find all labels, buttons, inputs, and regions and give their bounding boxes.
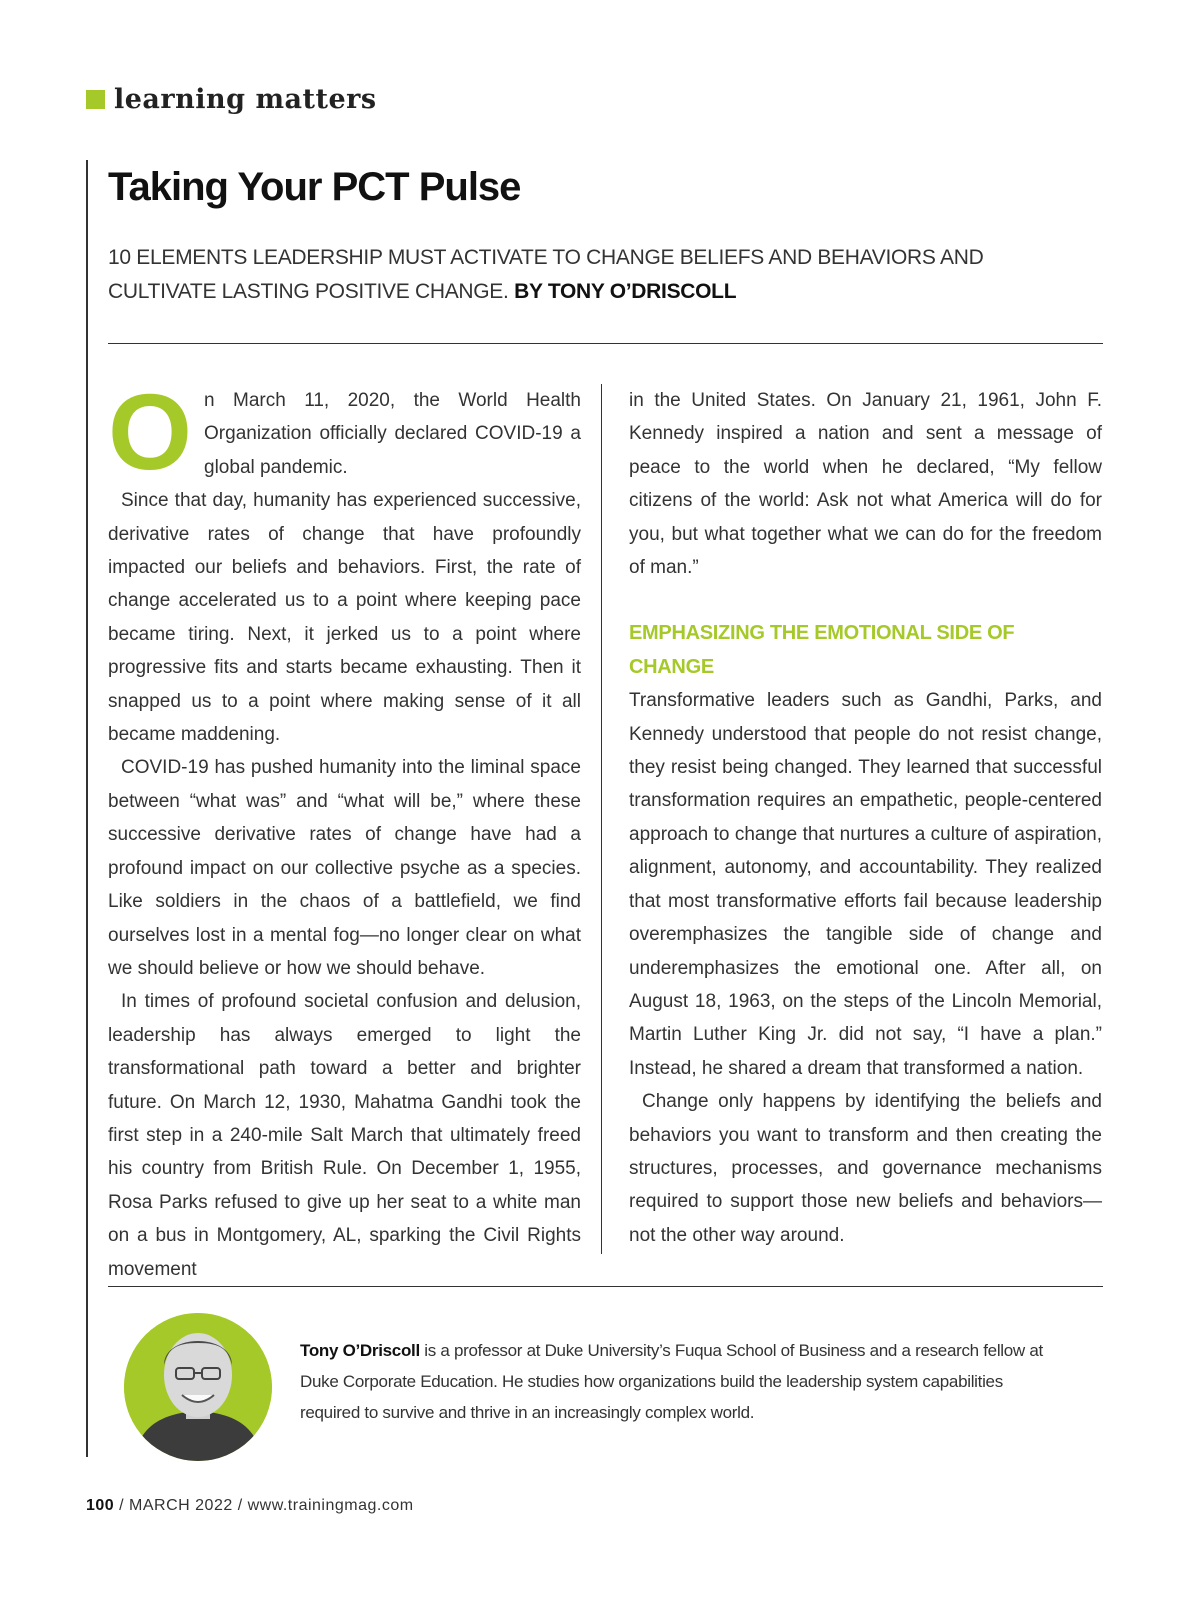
paragraph-1 xyxy=(108,371,581,492)
header-divider xyxy=(108,343,1103,344)
column-divider xyxy=(601,384,602,1254)
article-column-left xyxy=(108,371,581,1286)
footer-issue: / MARCH 2022 / www.trainingmag.com xyxy=(114,1497,414,1514)
author-portrait-icon xyxy=(124,1313,272,1461)
paragraph-3: COVID-19 has pushed humanity into the liminal space between “what was” and “what will be,” where these successive derivative rates of change have had a profound impact on our collective psyche as a species. Like soldiers in the chaos of a battlefield, we find ourselves lost in a mental fog—no longer clear on what we should believe or how we should behave. xyxy=(108,757,581,979)
paragraph-1-text: n March 11, 2020, the World Health Organization officially declared COVID-19 a global pandemic. xyxy=(204,390,581,478)
author-name: Tony O’Driscoll xyxy=(300,1341,420,1360)
deck-text: 10 ELEMENTS LEADERSHIP MUST ACTIVATE TO CHANGE BELIEFS AND BEHAVIORS AND CULTIVATE LASTING POSITIVE CHANGE. xyxy=(108,246,984,303)
author-avatar xyxy=(124,1313,272,1461)
article-deck xyxy=(108,241,1068,309)
paragraph-2: Since that day, humanity has experienced successive, derivative rates of change that have profoundly impacted our beliefs and behaviors. First, the rate of change accelerated us to a point where keeping pace became tiring. Next, it jerked us to a point where progressive fits and starts became exhausting. Then it snapped us to a point where making sense of it all became maddening. xyxy=(108,490,581,746)
page-footer xyxy=(86,1497,414,1515)
paragraph-6: Transformative leaders such as Gandhi, Parks, and Kennedy understood that people do not resist change, they resist being changed. They learned that successful transformation requires an empathetic, people-centered approach to change that nurtures a culture of aspiration, alignment, autonomy, and accountability. They realized that most transformative efforts fail because leadership overemphasizes the tangible side of change and underemphasizes the emotional one. After all, on August 18, 1963, on the steps of the Lincoln Memorial, Martin Luther King Jr. did not say, “I have a plan.” Instead, he shared a dream that transformed a nation. xyxy=(629,690,1102,1079)
article-column-right xyxy=(629,384,1102,1252)
paragraph-4: In times of profound societal confusion and delusion, leadership has always emerged to light the transformational path toward a better and brighter future. On March 12, 1930, Mahatma Gandhi took the first step in a 240-mile Salt March that ultimately freed his country from British Rule. On December 1, 1955, Rosa Parks refused to give up her seat to a white man on a bus in Montgomery, AL, sparking the Civil Rights movement xyxy=(108,991,581,1280)
page-number: 100 xyxy=(86,1497,115,1514)
bio-divider xyxy=(108,1286,1103,1287)
author-bio-text: is a professor at Duke University’s Fuqua School of Business and a research fellow at Duke Corporate Education. He studies how organizations build the leadership system capabilities required to survive and thrive in an increasingly complex world. xyxy=(300,1341,1043,1422)
paragraph-7: Change only happens by identifying the beliefs and behaviors you want to transform and then creating the structures, processes, and governance mechanisms required to support those new beliefs and behaviors—not the other way around. xyxy=(629,1091,1102,1246)
drop-cap: O xyxy=(108,371,193,492)
article-title: Taking Your PCT Pulse xyxy=(108,165,521,209)
author-bio xyxy=(300,1335,1060,1428)
green-square-icon xyxy=(86,90,105,109)
paragraph-5: in the United States. On January 21, 1961, John F. Kennedy inspired a nation and sent a message of peace to the world when he declared, “My fellow citizens of the world: Ask not what America will do for you, but what together what we can do for the freedom of man.” xyxy=(629,390,1102,579)
section-subhead: EMPHASIZING THE EMOTIONAL SIDE OF CHANGE xyxy=(629,622,1015,678)
section-tag xyxy=(86,84,377,115)
section-label: learning matters xyxy=(114,84,377,115)
left-margin-rule xyxy=(86,160,88,1457)
byline: BY TONY O’DRISCOLL xyxy=(514,280,737,303)
